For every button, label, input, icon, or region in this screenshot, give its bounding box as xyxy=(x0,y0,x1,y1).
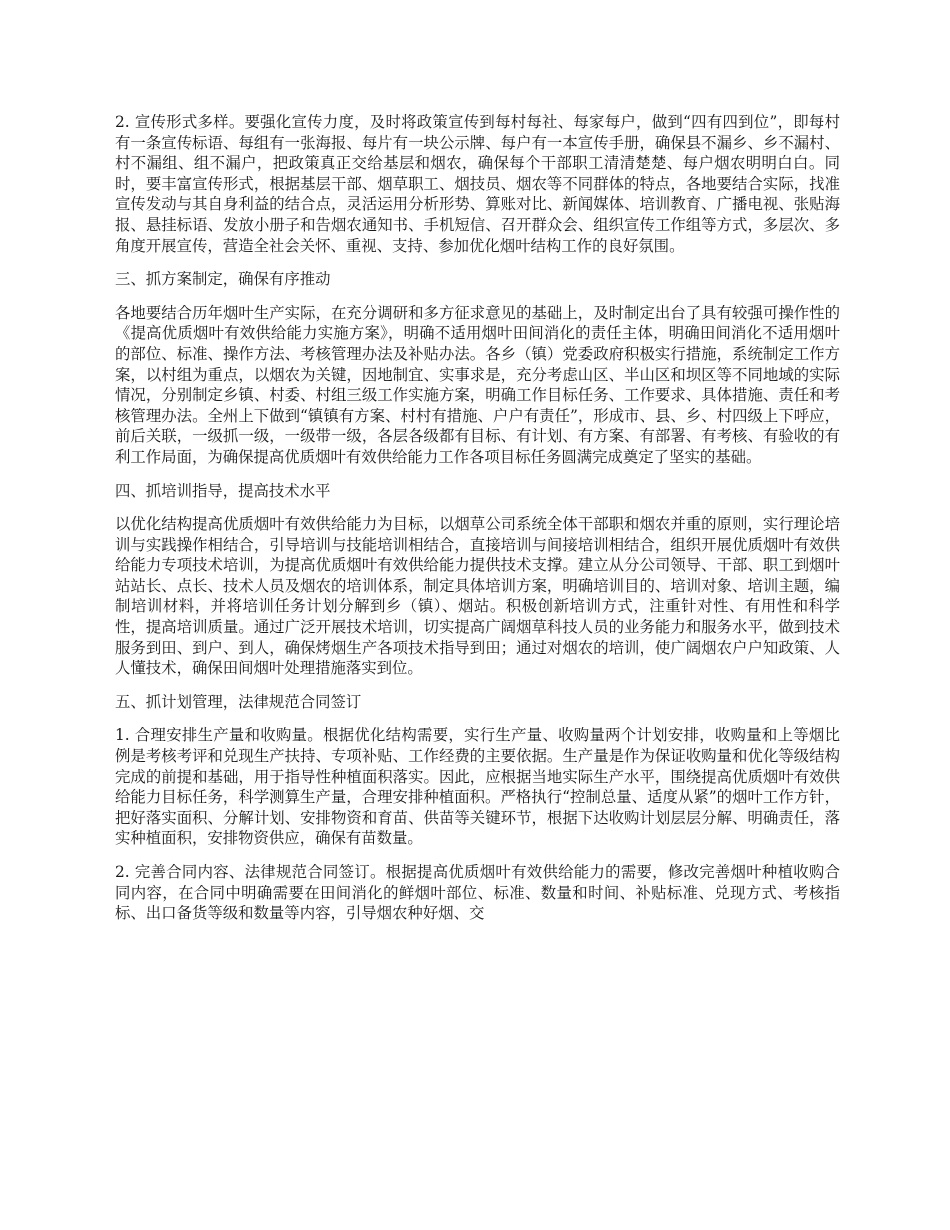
section-heading-4: 四、抓培训指导，提高技术水平 xyxy=(115,481,331,500)
paragraph-plan-formulation: 各地要结合历年烟叶生产实际，在充分调研和多方征求意见的基础上，及时制定出台了具有较强可操作性的《提高优质烟叶有效供给能力实施方案》，明确不适用烟叶田间消化的责任主体，明确田间消化不适用烟叶的部位、标准、操作方法、考核管理办法及补贴办法。各乡（镇）党委政府积极实行措施，系统制定工作方案，以村组为重点，以烟农为关键，因地制宜、实事求是，充分考虑山区、半山区和坝区等不同地域的实际情况，分别制定乡镇、村委、村组三级工作实施方案，明确工作目标任务、工作要求、具体措施、责任和考核管理办法。全州上下做到“镇镇有方案、村村有措施、户户有责任”，形成市、县、乡、村四级上下呼应，前后关联，一级抓一级，一级带一级，各层各级都有目标、有计划、有方案、有部署、有考核、有验收的有利工作局面，为确保提高优质烟叶有效供给能力工作各项目标任务圆满完成奠定了坚实的基础。 xyxy=(115,303,840,466)
paragraph-production-planning: 1. 合理安排生产量和收购量。根据优化结构需要，实行生产量、收购量两个计划安排，收购量和上等烟比例是考核考评和兑现生产扶持、专项补贴、工作经费的主要依据。生产量是作为保证收购量和优化等级结构完成的前提和基础，用于指导性种植面积落实。因此，应根据当地实际生产水平，围绕提高优质烟叶有效供给能力目标任务，科学测算生产量，合理安排种植面积。严格执行“控制总量、适度从紧”的烟叶工作方针，把好落实面积、分解计划、安排物资和育苗、供苗等关键环节，根据下达收购计划层层分解、明确责任，落实种植面积，安排物资供应，确保有苗数量。 xyxy=(115,726,840,848)
document-page xyxy=(115,112,840,937)
paragraph-training-guidance: 以优化结构提高优质烟叶有效供给能力为目标，以烟草公司系统全体干部职和烟农并重的原则，实行理论培训与实践操作相结合，引导培训与技能培训相结合，直接培训与间接培训相结合，组织开展优质烟叶有效供给能力专项技术培训，为提高优质烟叶有效供给能力提供技术支撑。建立从分公司领导、干部、职工到烟叶站站长、点长、技术人员及烟农的培训体系，制定具体培训方案，明确培训目的、培训对象、培训主题，编制培训材料，并将培训任务计划分解到乡（镇）、烟站。积极创新培训方式，注重针对性、有用性和科学性，提高培训质量。通过广泛开展技术培训，切实提高广阔烟草科技人员的业务能力和服务水平，做到技术服务到田、到户、到人，确保烤烟生产各项技术指导到田；通过对烟农的培训，使广阔烟农户户知政策、人人懂技术，确保田间烟叶处理措施落实到位。 xyxy=(115,515,840,678)
section-heading-3: 三、抓方案制定，确保有序推动 xyxy=(115,270,331,289)
section-heading-5: 五、抓计划管理，法律规范合同签订 xyxy=(115,692,362,711)
paragraph-publicity-forms: 2. 宣传形式多样。要强化宣传力度，及时将政策宣传到每村每社、每家每户，做到“四有四到位”，即每村有一条宣传标语、每组有一张海报、每片有一块公示牌、每户有一本宣传手册，确保县不漏乡、乡不漏村、村不漏组、组不漏户，把政策真正交给基层和烟农，确保每个干部职工清清楚楚、每户烟农明明白白。同时，要丰富宣传形式，根据基层干部、烟草职工、烟技员、烟农等不同群体的特点，各地要结合实际，找准宣传发动与其自身利益的结合点，灵活运用分析形势、算账对比、新闻媒体、培训教育、广播电视、张贴海报、悬挂标语、发放小册子和告烟农通知书、手机短信、召开群众会、组织宣传工作组等方式，多层次、多角度开展宣传，营造全社会关怀、重视、支持、参加优化烟叶结构工作的良好氛围。 xyxy=(115,113,840,255)
paragraph-contract-signing: 2. 完善合同内容、法律规范合同签订。根据提高优质烟叶有效供给能力的需要，修改完善烟叶种植收购合同内容，在合同中明确需要在田间消化的鲜烟叶部位、标准、数量和时间、补贴标准、兑现方式、考核指标、出口备货等级和数量等内容，引导烟农种好烟、交 xyxy=(115,863,840,923)
